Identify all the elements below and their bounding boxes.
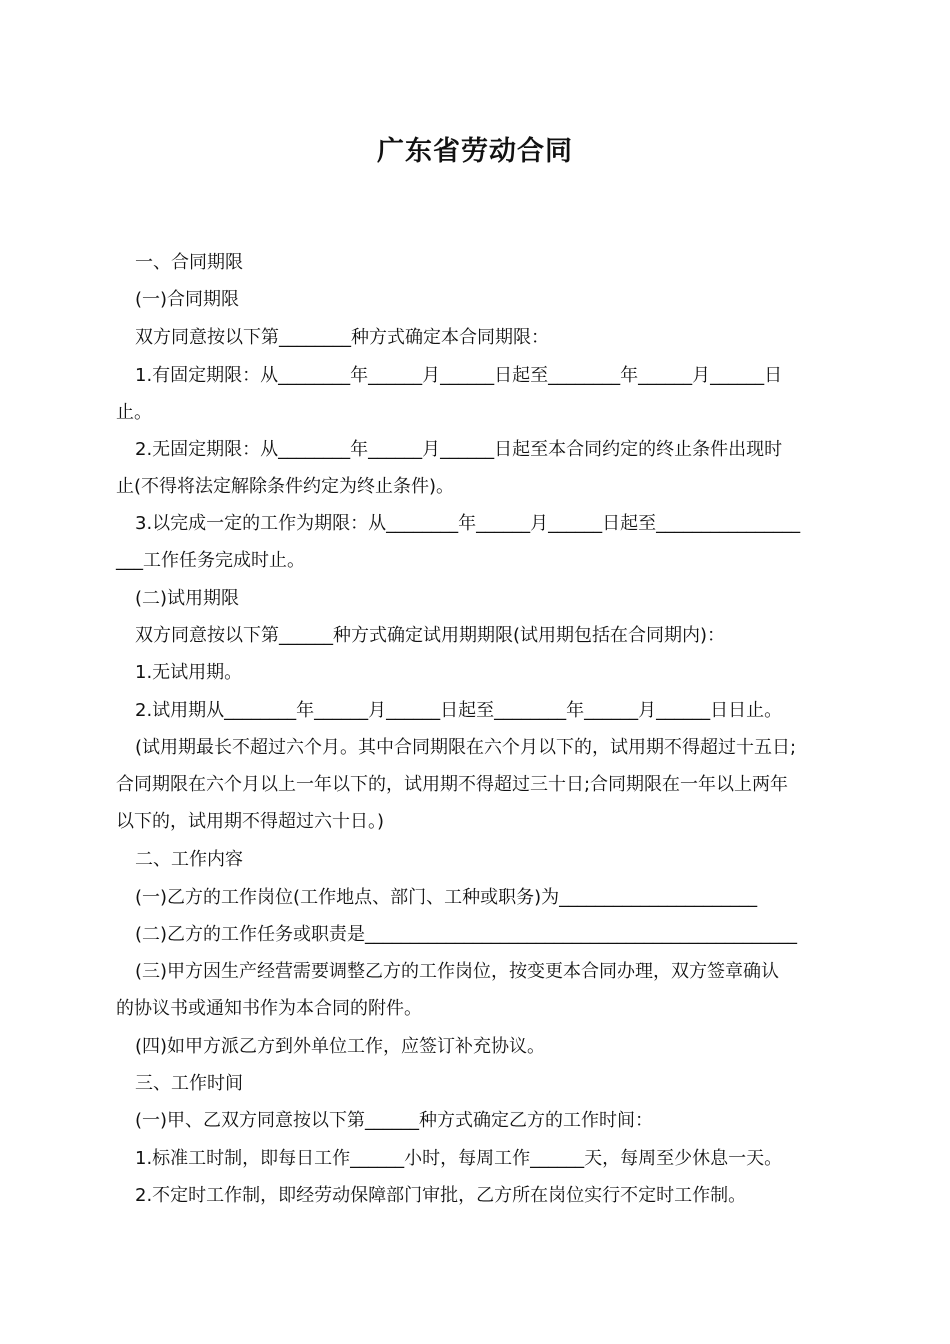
paragraph-task-term: 3.以完成一定的工作为期限：从________年______月______日起至________________ (135, 513, 801, 534)
paragraph-job-change: (三)甲方因生产经营需要调整乙方的工作岗位，按变更本合同办理，双方签章确认 (135, 961, 780, 982)
paragraph-probation-note-end: 以下的，试用期不得超过六十日。) (116, 811, 385, 832)
paragraph-probation-note: (试用期最长不超过六个月。其中合同期限在六个月以下的，试用期不得超过十五日; (135, 737, 797, 758)
paragraph-probation-note-cont: 合同期限在六个月以上一年以下的，试用期不得超过三十日;合同期限在一年以上两年 (116, 774, 789, 795)
paragraph-term-method: 双方同意按以下第________种方式确定本合同期限： (135, 327, 549, 348)
paragraph-external-assignment: (四)如甲方派乙方到外单位工作，应签订补充协议。 (135, 1036, 546, 1057)
paragraph-flexible-hours: 2.不定时工作制，即经劳动保障部门审批，乙方所在岗位实行不定时工作制。 (135, 1185, 747, 1206)
paragraph-open-term-cont: 止(不得将法定解除条件约定为终止条件)。 (116, 476, 455, 497)
subsection-probation: (二)试用期限 (135, 588, 240, 609)
paragraph-work-time-method: (一)甲、乙双方同意按以下第______种方式确定乙方的工作时间： (135, 1110, 654, 1131)
paragraph-open-term: 2.无固定期限：从________年______月______日起至本合同约定的终止条件出现时 (135, 439, 783, 460)
section-heading-work-content: 二、工作内容 (135, 849, 243, 870)
paragraph-no-probation: 1.无试用期。 (135, 662, 243, 683)
paragraph-job-change-cont: 的协议书或通知书作为本合同的附件。 (116, 998, 422, 1019)
subsection-contract-term: (一)合同期限 (135, 289, 240, 310)
paragraph-task-term-cont: ___工作任务完成时止。 (116, 550, 305, 571)
document-title: 广东省劳动合同 (377, 136, 573, 167)
paragraph-standard-hours: 1.标准工时制，即每日工作______小时，每周工作______天，每周至少休息一天。 (135, 1148, 783, 1169)
section-heading-contract-term: 一、合同期限 (135, 252, 243, 273)
paragraph-job-duties: (二)乙方的工作任务或职责是________________________________________________ (135, 924, 798, 945)
paragraph-fixed-term-cont: 止。 (116, 402, 152, 423)
section-heading-work-time: 三、工作时间 (135, 1073, 243, 1094)
paragraph-probation-period: 2.试用期从________年______月______日起至________年______月______日日止。 (135, 700, 783, 721)
paragraph-job-position: (一)乙方的工作岗位(工作地点、部门、工种或职务)为______________________ (135, 887, 758, 908)
paragraph-fixed-term: 1.有固定期限：从________年______月______日起至________年______月______日 (135, 365, 783, 386)
paragraph-probation-method: 双方同意按以下第______种方式确定试用期期限(试用期包括在合同期内)： (135, 625, 726, 646)
